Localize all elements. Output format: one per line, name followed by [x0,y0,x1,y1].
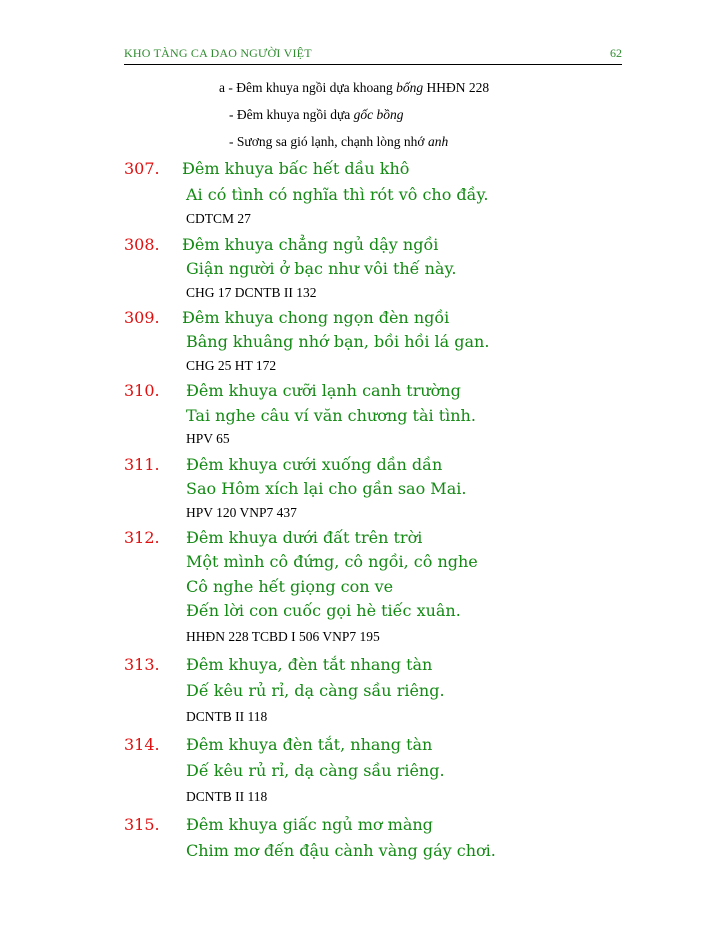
variant-line [229,107,404,123]
entry-number: 308. [124,235,160,254]
verse-line: Giận người ở bạc như vôi thế này. [186,259,457,278]
entry-number: 314. [124,735,160,754]
source-reference: CHG 17 DCNTB II 132 [186,285,317,300]
verse-line: Đêm khuya chẳng ngủ dậy ngồi [182,235,439,254]
verse-line: Dế kêu rủ rỉ, dạ càng sầu riêng. [186,761,445,780]
variant-text: - Đêm khuya ngồi dựa [229,107,354,122]
variant-text: HHĐN 228 [423,80,490,95]
variant-emphasis: bống [396,80,424,95]
entry-number: 313. [124,655,160,674]
verse-line: Đêm khuya chong ngọn đèn ngồi [182,308,450,327]
verse-line: Đêm khuya dưới đất trên trời [186,528,423,547]
verse-line: Đêm khuya cưỡi lạnh canh trường [186,381,461,400]
variant-line [219,80,489,96]
page-header [124,44,622,65]
verse-line: Đêm khuya bấc hết dầu khô [182,159,410,178]
verse-line: Một mình cô đứng, cô ngồi, cô nghe [186,552,478,571]
variant-text: - Sương sa gió lạnh, chạnh lòng nhớ [229,134,428,149]
verse-line: Đến lời con cuốc gọi hè tiếc xuân. [186,601,461,620]
verse-line: Đêm khuya cưới xuống dần dần [186,455,443,474]
source-reference: HPV 65 [186,431,230,446]
variant-emphasis: anh [427,134,449,149]
verse-line: Cô nghe hết giọng con ve [186,577,394,596]
entry-number: 311. [124,455,160,474]
entry-number: 312. [124,528,160,547]
verse-line: Sao Hôm xích lại cho gần sao Mai. [186,479,467,498]
source-reference: CHG 25 HT 172 [186,358,277,373]
source-reference: HPV 120 VNP7 437 [186,505,297,520]
variant-emphasis: gốc bồng [353,107,404,122]
variant-text: a - Đêm khuya ngồi dựa khoang [219,80,397,95]
source-reference: CDTCM 27 [186,211,251,226]
entry-number: 315. [124,815,160,834]
verse-line: Đêm khuya đèn tắt, nhang tàn [186,735,433,754]
source-reference: DCNTB II 118 [186,789,268,804]
page-number: 62 [610,46,622,60]
verse-line: Tai nghe câu ví văn chương tài tình. [186,406,476,425]
source-reference: DCNTB II 118 [186,709,268,724]
entry-number: 309. [124,308,160,327]
verse-line: Bâng khuâng nhớ bạn, bồi hồi lá gan. [186,332,490,351]
variant-line [229,134,448,150]
entry-number: 307. [124,159,160,178]
verse-line: Ai có tình có nghĩa thì rót vô cho đầy. [186,185,489,204]
verse-line: Chim mơ đến đậu cành vàng gáy chơi. [186,841,496,860]
entry-number: 310. [124,381,160,400]
verse-line: Đêm khuya, đèn tắt nhang tàn [186,655,433,674]
verse-line: Đêm khuya giấc ngủ mơ màng [186,815,433,834]
verse-line: Dế kêu rủ rỉ, dạ càng sầu riêng. [186,681,445,700]
source-reference: HHĐN 228 TCBD I 506 VNP7 195 [186,629,380,644]
book-title: KHO TÀNG CA DAO NGƯỜI VIỆT [124,46,312,60]
